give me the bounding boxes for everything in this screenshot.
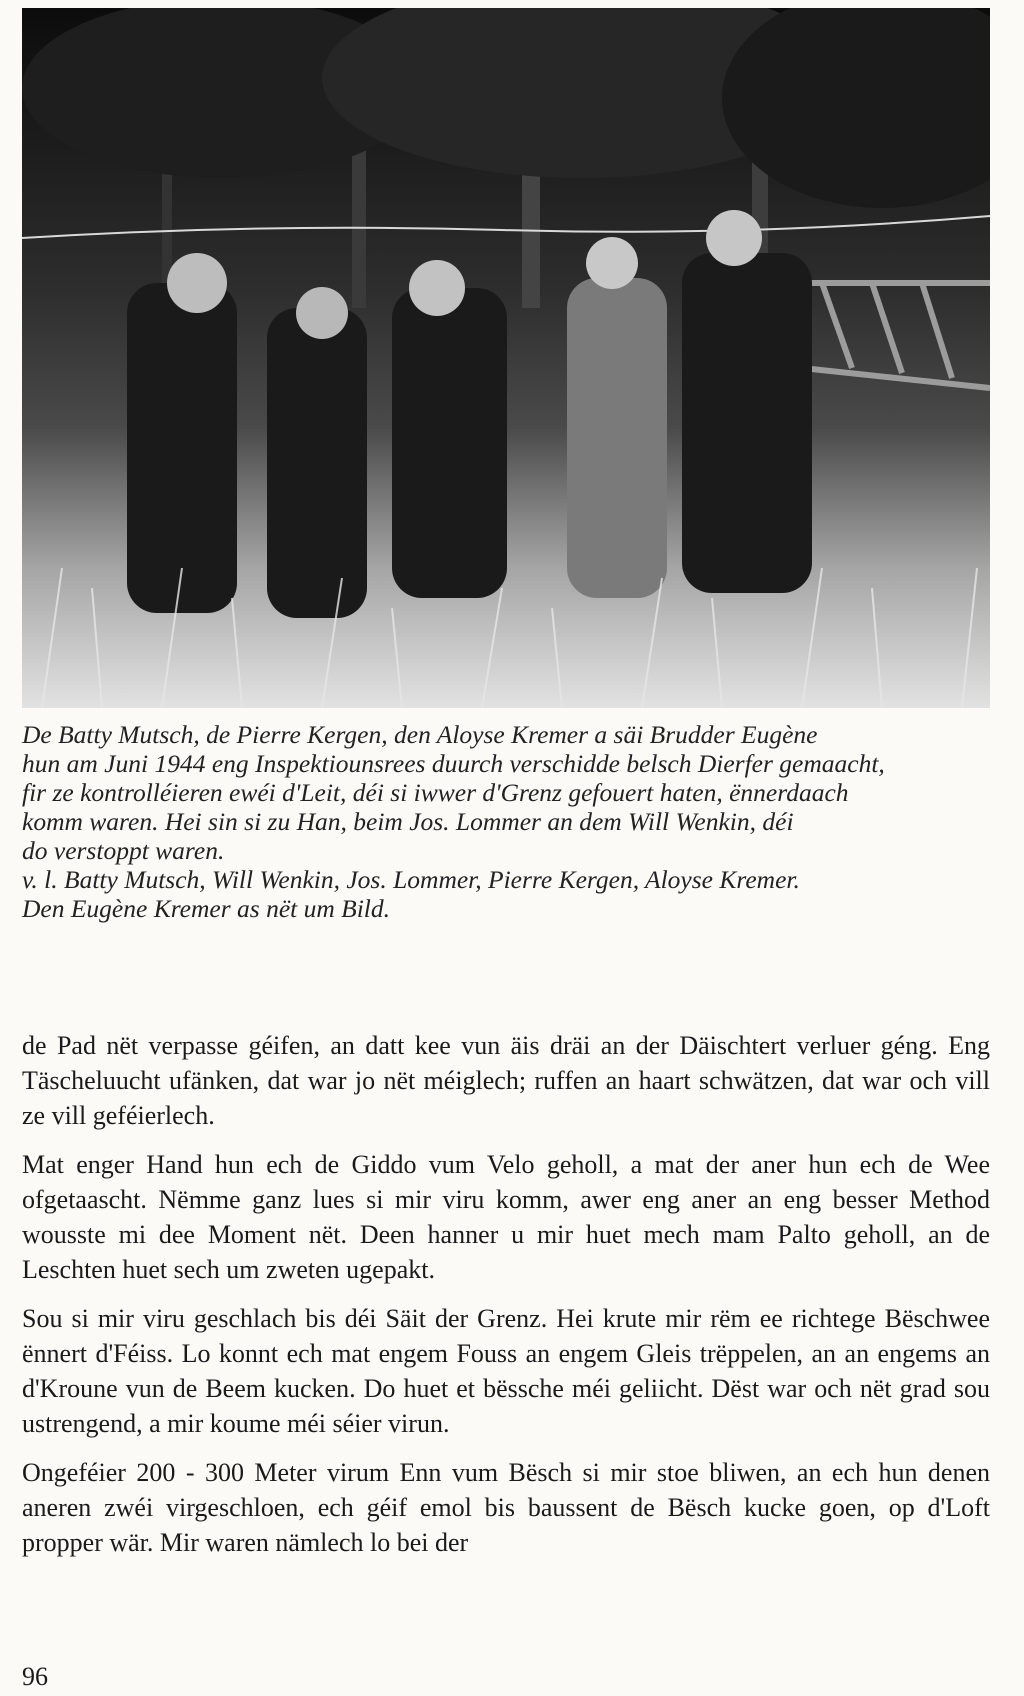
paragraph: Ongeféier 200 - 300 Meter virum Enn vum Bësch si mir stoe bliwen, an ech hun denen aneren zwéi virgeschloen, ech géif emol bis baussent de Bësch kucke goen, op d'Loft propper wär. Mir waren nämlech lo bei der — [22, 1458, 990, 1557]
photo-group-of-men-in-forest-icon — [22, 8, 990, 708]
photo-caption — [22, 720, 990, 923]
paragraph: Sou si mir viru geschlach bis déi Säit der Grenz. Hei krute mir rëm ee richtege Bëschwee ënnert d'Féiss. Lo konnt ech mat engem Fouss an engem Gleis trëppelen, an an engems an d'Kroune vun de Beem kucken. Do huet et bëssche méi geliicht. Dëst war och nët grad sou ustrengend, a mir koume méi séier virun. — [22, 1304, 990, 1438]
caption-line: De Batty Mutsch, de Pierre Kergen, den Aloyse Kremer a säi Brudder Eugène — [22, 720, 818, 749]
paragraph: de Pad nët verpasse géifen, an datt kee vun äis dräi an der Däischtert verluer géng. Eng Täscheluucht ufänken, dat war jo nët méiglech; ruffen an haart schwätzen, dat war och vill ze vill geféierlech. — [22, 1031, 990, 1130]
caption-line: do verstoppt waren. — [22, 836, 225, 865]
caption-line: v. l. Batty Mutsch, Will Wenkin, Jos. Lommer, Pierre Kergen, Aloyse Kremer. — [22, 865, 800, 894]
caption-line: Den Eugène Kremer as nët um Bild. — [22, 894, 391, 923]
page-number: 96 — [22, 1662, 48, 1691]
caption-line: fir ze kontrolléieren ewéi d'Leit, déi si iwwer d'Grenz gefouert haten, ënnerdaach — [22, 778, 849, 807]
body-text — [22, 1028, 990, 1574]
caption-line: komm waren. Hei sin si zu Han, beim Jos. Lommer an dem Will Wenkin, déi — [22, 807, 794, 836]
paragraph: Mat enger Hand hun ech de Giddo vum Velo geholl, a mat der aner hun ech de Wee ofgetaascht. Nëmme ganz lues si mir viru komm, awer eng aner an eng besser Method wousste mi dee Moment nët. Deen hanner u mir huet mech mam Palto geholl, an de Leschten huet sech um zweten ugepakt. — [22, 1150, 990, 1284]
caption-line: hun am Juni 1944 eng Inspektiounsrees duurch verschidde belsch Dierfer gemaacht, — [22, 749, 885, 778]
historical-photo — [22, 8, 990, 708]
